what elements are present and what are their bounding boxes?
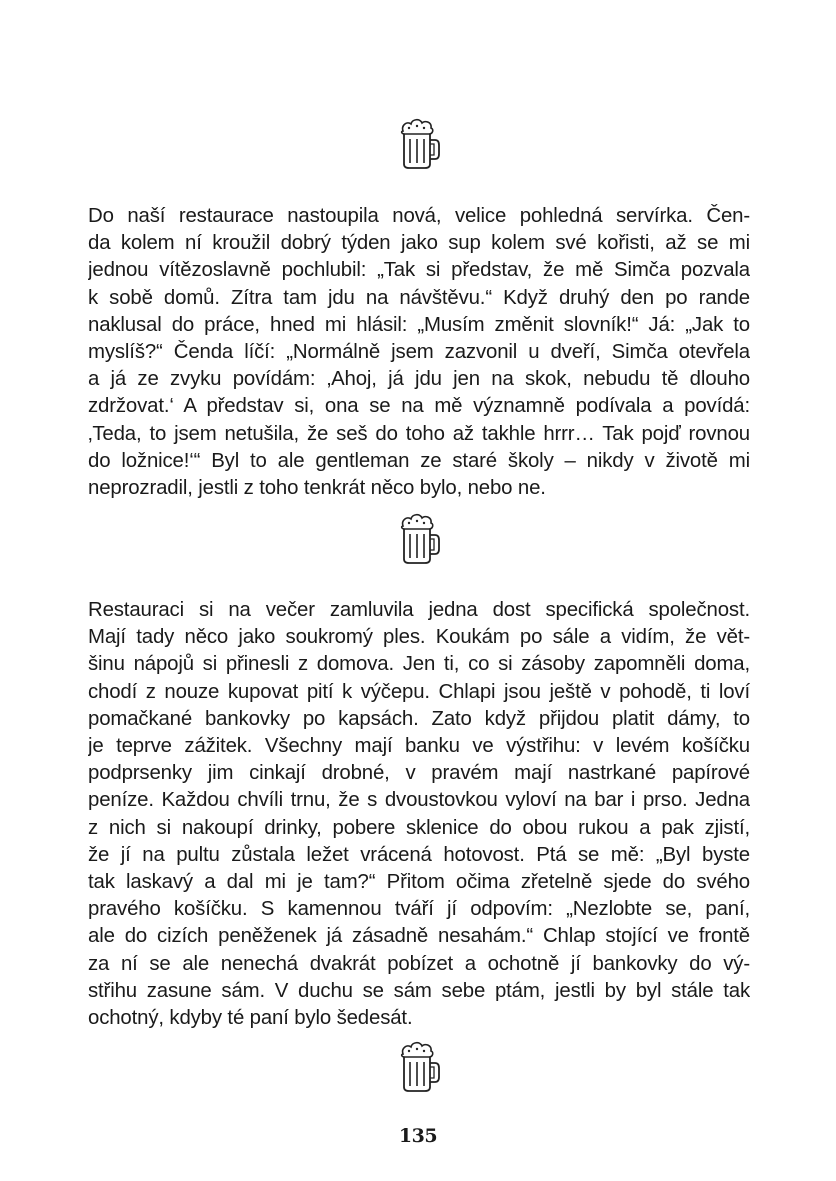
paragraph-1 bbox=[88, 203, 750, 502]
text-line: da kolem ní kroužil dobrý týden jako sup kolem své kořisti, až se mi bbox=[88, 232, 750, 255]
text-line: podprsenky jim cinkají drobné, v pravém mají nastrkané papírové bbox=[88, 762, 750, 785]
text-line: ‚Teda, to jsem netušila, že seš do toho až takhle hrrr… Tak pojď rovnou bbox=[88, 422, 750, 445]
text-line: ale do cizích peněženek já zásadně nesahám.“ Chlap stojící ve frontě bbox=[88, 925, 750, 948]
text-line: šinu nápojů si přinesli z domova. Jen ti, co si zásoby zapomněli doma, bbox=[88, 653, 750, 676]
text-line: tak laskavý a dal mi je tam?“ Přitom očima zřetelně sjede do svého bbox=[88, 871, 750, 894]
text-line: peníze. Každou chvíli trnu, že s dvoustovkou vyloví na bar i prso. Jedna bbox=[88, 789, 750, 812]
text-line: zdržovat.‘ A představ si, ona se na mě významně podívala a povídá: bbox=[88, 395, 750, 418]
text-line: jednou vítězoslavně pochlubil: „Tak si představ, že mě Simča pozvala bbox=[88, 259, 750, 282]
paragraph-2 bbox=[88, 597, 750, 1032]
beer-mug-icon bbox=[395, 1038, 441, 1098]
beer-mug-icon bbox=[395, 510, 441, 570]
text-line: za ní se ale nenechá dvakrát pobízet a ochotně jí bankovky do vý- bbox=[88, 952, 750, 975]
text-line: pravého košíčku. S kamennou tváří jí odpovím: „Nezlobte se, paní, bbox=[88, 898, 750, 921]
text-line: Mají tady něco jako soukromý ples. Koukám po sále a vidím, že vět- bbox=[88, 626, 750, 649]
text-line: neprozradil, jestli z toho tenkrát něco bylo, nebo ne. bbox=[88, 477, 546, 500]
text-line: ochotný, kdyby té paní bylo šedesát. bbox=[88, 1007, 413, 1030]
text-line: k sobě domů. Zítra tam jdu na návštěvu.“ Když druhý den po rande bbox=[88, 286, 750, 309]
page-number: 135 bbox=[398, 1125, 438, 1147]
text-line: naklusal do práce, hned mi hlásil: „Musím změnit slovník!“ Já: „Jak to bbox=[88, 313, 750, 336]
text-line: pomačkané bankovky po kapsách. Zato když přijdou platit dámy, to bbox=[88, 707, 750, 730]
text-line: Restauraci si na večer zamluvila jedna dost specifická společnost. bbox=[88, 599, 750, 621]
text-line: do ložnice!‘“ Byl to ale gentleman ze staré školy – nikdy v životě mi bbox=[88, 449, 750, 472]
text-line: a já ze zvyku povídám: ‚Ahoj, já jdu jen na skok, nebudu tě dlouho bbox=[88, 368, 750, 391]
text-line: Do naší restaurace nastoupila nová, velice pohledná servírka. Čen- bbox=[88, 205, 750, 227]
text-line: myslíš?“ Čenda líčí: „Normálně jsem zazvonil u dveří, Simča otevřela bbox=[88, 341, 750, 364]
beer-mug-icon bbox=[395, 115, 441, 175]
text-line: střihu zasune sám. V duchu se sám sebe ptám, jestli by byl stále tak bbox=[88, 979, 750, 1002]
text-line: z nich si nakoupí drinky, pobere sklenice do obou rukou a pak zjistí, bbox=[88, 816, 750, 839]
text-line: chodí z nouze kupovat pití k výčepu. Chlapi jsou ještě v pohodě, ti loví bbox=[88, 680, 750, 703]
text-line: že jí na pultu zůstala ležet vrácená hotovost. Ptá se mě: „Byl byste bbox=[88, 843, 750, 866]
text-line: je teprve zážitek. Všechny mají banku ve výstřihu: v levém košíčku bbox=[88, 735, 750, 758]
